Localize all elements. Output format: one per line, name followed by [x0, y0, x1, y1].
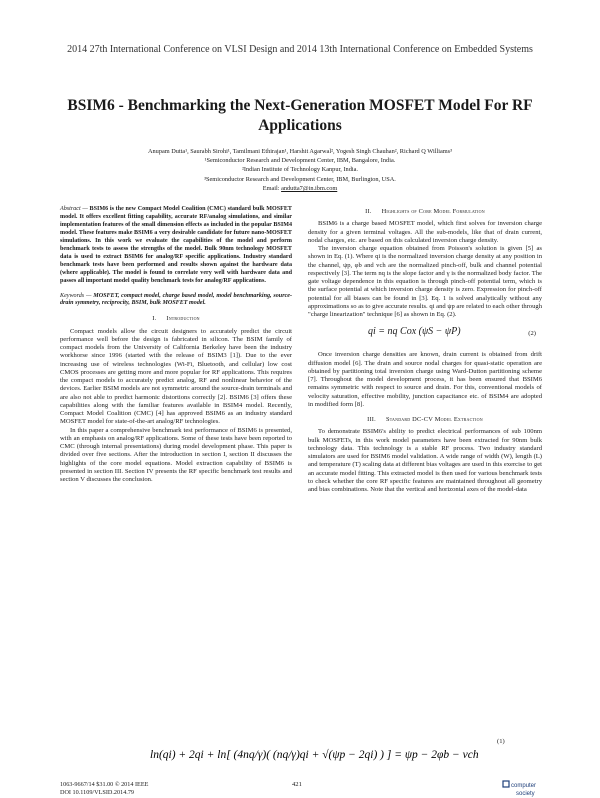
equation-1-number: (1) [497, 738, 505, 745]
abstract [60, 206, 292, 286]
affiliation-1: ¹Semiconductor Research and Development Center, IBM, Bangalore, India. [204, 157, 396, 165]
section-title: Highlights of Core Model Formulation [381, 208, 485, 215]
affiliation-2: ²Indian Institute of Technology Kanpur, India. [242, 166, 358, 174]
footer-issn: 1063-9667/14 $31.00 © 2014 IEEE [60, 781, 149, 788]
right-column [308, 206, 542, 494]
authors-block [40, 147, 560, 193]
logo-text-bottom: society [516, 791, 535, 797]
keywords [60, 293, 292, 309]
affiliation-3: ³Semiconductor Research and Development Center, IBM, Burlington, USA. [204, 175, 396, 183]
conference-header: 2014 27th International Conference on VLSI Design and 2014 13th International Conference on Embedded Systems [67, 44, 533, 55]
keywords-lead: Keywords — [60, 292, 92, 299]
author-list: Anupam Dutta¹, Saurabh Sirohi¹, Tamilmani Ethirajan¹, Harshit Agarwal², Yogesh Singh Chauhan², Richard Q Williams³ [147, 148, 453, 155]
section-number: II. [365, 208, 372, 215]
left-column [60, 206, 292, 484]
section-title: Standard DC-CV Model Extraction [385, 416, 483, 423]
page-number: 421 [292, 781, 302, 788]
abstract-lead: Abstract — [60, 206, 88, 212]
core-paragraph-3: Once inversion charge densities are known, drain current is obtained from drift diffusion model [6]. The drain and source nodal charges for quasi-static operation are obtained by partitioning total inversion charge using Ward-Dutton partitioning scheme [7]. Throughout the model development process, it has been ensured that BSIM6 remains symmetric with respect to source and drain. For this, conventional models of velocity saturation, effective mobility, junction capacitance etc. of BSIM4 are adopted in modified form [8]. [308, 351, 542, 408]
footer-doi: DOI 10.1109/VLSID.2014.79 [60, 789, 135, 796]
core-paragraph-2: The inversion charge equation obtained from Poisson's solution is given [5] as shown in Eq. (1). Where qi is the normalized inversion charge density at any position in the channel, ψp, φb and vch are the normalized pinch-off, bulk and channel potential respectively [3]. The term nq is the slope factor and γ is the normalized body factor. The gate voltage dependence in this equation is through pinch-off potential term, which is the surface potential at which inversion charge density is zero. Expression for pinch-off potential for all biases can be found in [3]. Eq. 1 is solved analytically without any approximations so as to give accurate results. qi and ψp are related to each other through "charge linearization" technique [6] as shown in Eq. (2). [308, 245, 542, 318]
section-heading-core-model [308, 208, 542, 216]
logo-text-top: computer [511, 783, 537, 789]
logo-square-icon [503, 781, 509, 787]
extraction-paragraph-1: To demonstrate BSIM6's ability to predict electrical performances of sub 100nm bulk MOSFETs, in this work model parameters have been extracted for 90nm bulk technology data. This technology is a stable RF process. Two industry standard simulators are used for BSIM6 model validation. A wide range of width (W), length (L) and temperature (T) scaling data at different bias voltages are used in this exercise to get an accurate model fitting. This extracted model is then used for various benchmark tests to check whether the core RF specific features are maintained throughout all geometry and bias combinations. Note that the vertical and horizontal axes of the model-data [308, 428, 542, 493]
equation-2 [308, 324, 542, 346]
section-heading-extraction [308, 416, 542, 424]
email-label: Email: [262, 184, 280, 192]
footer-copyright [60, 781, 148, 797]
intro-paragraph-2: In this paper a comprehensive benchmark test performance of BSIM6 is presented, with an emphasis on analog/RF applications. Some of these tests have been reported to CMC (through internal presentations) during model development phase. This paper is divided over five sections. After the introduction in section I, section II discusses the highlights of the core model equations. Model extraction capability of BSIM6 is presented in section III. Section IV presents the RF specific benchmark test results and section V discusses the conclusion. [60, 426, 292, 484]
section-heading-introduction [60, 315, 292, 323]
email-link[interactable]: andutta7@in.ibm.com [281, 184, 338, 192]
equation-1 [150, 730, 545, 776]
computer-society-logo [502, 778, 546, 798]
keywords-text: MOSFET, compact model, charge based model, model benchmarking, source-drain symmetry, reciprocity, BSIM, bulk MOSFET model. [60, 292, 293, 307]
section-title: Introduction [166, 315, 200, 323]
equation-1-expression: ln(qi) + 2qi + ln[ (4nq/γ)( (nq/γ)qi + √(ψp − 2qi) ) ] = ψp − 2φb − vch [150, 749, 479, 761]
email-line [40, 184, 560, 193]
section-number: III. [367, 416, 376, 423]
intro-paragraph-1: Compact models allow the circuit designers to accurately predict the circuit performance well before the design is fabricated in silicon. The BSIM family of compact models from the University of California Berkeley have been the industry workhorse since 1996 (started with the release of BSIM3 [1]). Due to the ever increasing use of wireless technologies (Wi-Fi, Bluetooth, and cellular) low cost CMOS processes are getting more and more popular for RF applications. This requires the compact models to accurately predict analog, RF and nonlinear behavior of the devices. Earlier BSIM models are not symmetric around the source-drain terminals and are also not able to predict harmonic distortions correctly [2]. BSIM6 [3] offers these capabilities along with the familiar features available in BSIM4 model. Recently, Compact Model Coalition (CMC) [4] has approved BSIM6 as an industry standard MOSFET model for state-of-the-art analog/RF technologies. [60, 327, 292, 426]
section-number: I. [152, 315, 157, 323]
abstract-text: BSIM6 is the new Compact Model Coalition (CMC) standard bulk MOSFET model. It offers excellent fitting capability, accurate RF/analog simulations, and similar implementation features of the small dimension effects as included in the popular BSIM4 model. These features make BSIM6 a very desirable candidate for future nano-MOSFET simulations. In this work we evaluate the capabilities of the model and perform benchmark tests to assess the strengths of the model. Bulk 90nm technology MOSFET data is used to extract BSIM6 for analog/RF specific applications. Industry standard benchmark tests have been performed and results shown against the hardware data (where applicable). The model is found to correlate very well with hardware data and passes all important model quality benchmark tests for analog/RF applications. [60, 206, 292, 284]
core-paragraph-1: BSIM6 is a charge based MOSFET model, which first solves for inversion charge density for a given terminal voltages. All the sub-models, like that of drain current, nodal charges, etc. are based on this calculated inversion charge density. [308, 220, 542, 244]
paper-title: BSIM6 - Benchmarking the Next-Generation MOSFET Model For RF Applications [67, 97, 533, 134]
equation-2-number: (2) [528, 330, 536, 338]
equation-2-expression: qi = nq Cox (ψS − ψP) [368, 326, 461, 338]
